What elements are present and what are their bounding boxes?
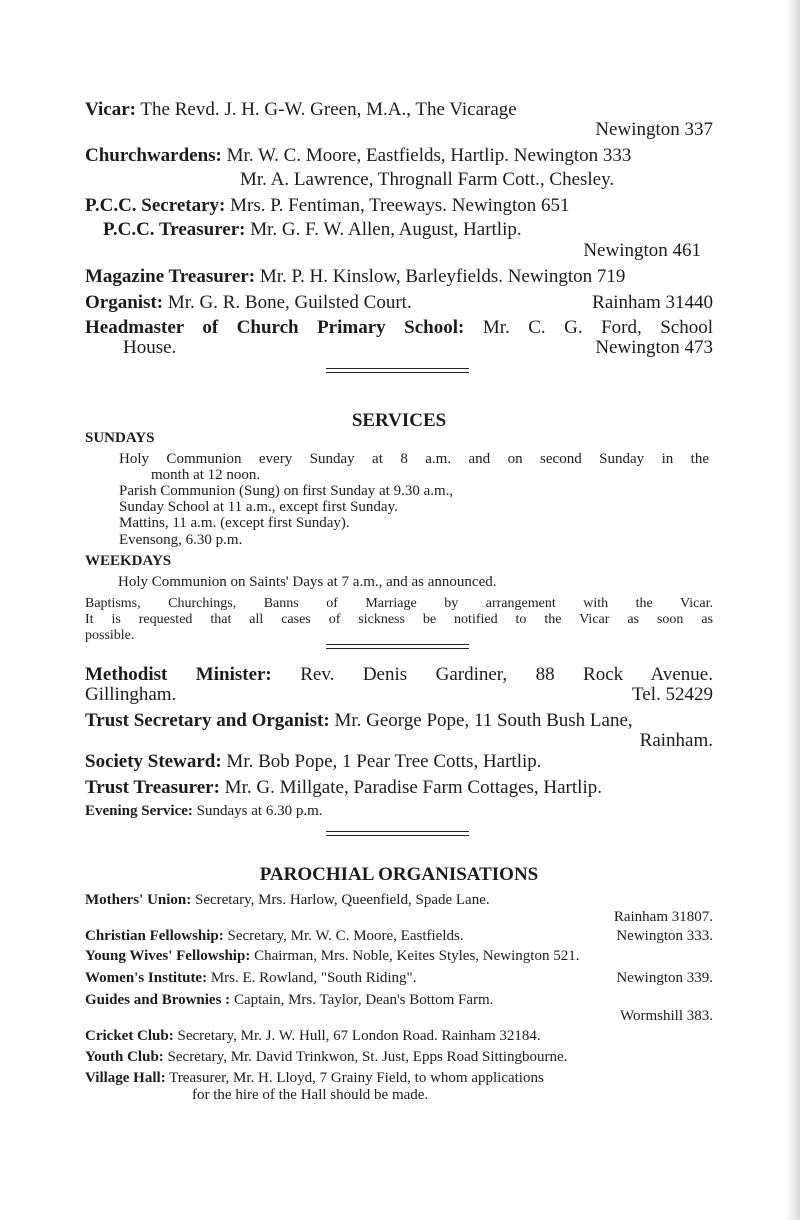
note-line-1 — [85, 597, 713, 611]
cricket-club-line — [85, 1029, 713, 1044]
methodist-minister-phone: Tel. 52429 — [632, 684, 713, 705]
pcc-treasurer-line — [103, 220, 713, 239]
methodist-minister-text: Rev. Denis Gardiner, 88 Rock Avenue. — [300, 664, 713, 685]
churchwardens-text: Mr. W. C. Moore, Eastfields, Hartlip. Newington 333 — [226, 145, 632, 166]
young-wives-text: Chairman, Mrs. Noble, Keites Styles, Newington 521. — [254, 948, 580, 964]
methodist-minister-text-2: Gillingham. — [85, 684, 177, 705]
trust-secretary-label: Trust Secretary and Organist: — [85, 710, 330, 731]
magazine-text: Mr. P. H. Kinslow, Barleyfields. Newington 719 — [259, 266, 626, 287]
youth-club-label: Youth Club: — [85, 1049, 164, 1065]
trust-treasurer-label: Trust Treasurer: — [85, 777, 220, 798]
trust-secretary-line — [85, 711, 713, 730]
weekdays-label-line — [85, 554, 713, 569]
organist-label: Organist: — [85, 292, 164, 313]
services-heading: SERVICES — [351, 410, 447, 431]
youth-club-text: Secretary, Mr. David Trinkwon, St. Just, Epps Road Sittingbourne. — [167, 1049, 568, 1065]
methodist-minister-line — [85, 665, 713, 684]
sundays-label: SUNDAYS — [85, 430, 155, 446]
mothers-union-text: Secretary, Mrs. Harlow, Queenfield, Spade Lane. — [195, 892, 490, 908]
pcc-secretary-label: P.C.C. Secretary: — [85, 195, 226, 216]
trust-treasurer-line — [85, 778, 713, 797]
pcc-treasurer-phone: Newington 461 — [583, 240, 701, 261]
trust-treasurer-text: Mr. G. Millgate, Paradise Farm Cottages, Hartlip. — [224, 777, 602, 798]
guides-label: Guides and Brownies : — [85, 992, 231, 1008]
society-steward-line — [85, 752, 713, 771]
christian-fellowship-line — [85, 929, 713, 944]
christian-fellowship-label: Christian Fellowship: — [85, 928, 224, 944]
churchwardens-line — [85, 146, 713, 165]
divider-rule-1 — [326, 368, 469, 373]
churchwardens-label: Churchwardens: — [85, 145, 222, 166]
trust-secretary-text-2: Rainham. — [639, 730, 713, 751]
pcc-secretary-line — [85, 196, 713, 215]
young-wives-label: Young Wives' Fellowship: — [85, 948, 251, 964]
womens-institute-text: Mrs. E. Rowland, "South Riding". — [210, 970, 417, 986]
cricket-club-text: Secretary, Mr. J. W. Hull, 67 London Road. Rainham 32184. — [177, 1028, 541, 1044]
page-edge-shadow — [786, 0, 800, 1220]
vicar-label: Vicar: — [85, 99, 136, 120]
note-line-3 — [85, 629, 713, 643]
guides-phone: Wormshill 383. — [620, 1008, 713, 1024]
note-line-2 — [85, 613, 713, 627]
sundays-label-line — [85, 431, 713, 446]
sunday-line-4 — [119, 516, 709, 531]
churchwardens-text-2: Mr. A. Lawrence, Thrognall Farm Cott., Chesley. — [240, 169, 615, 190]
village-hall-text-2: for the hire of the Hall should be made. — [192, 1087, 429, 1103]
weekday-text-1: Holy Communion on Saints' Days at 7 a.m., and as announced. — [118, 574, 497, 590]
young-wives-line — [85, 949, 713, 964]
village-hall-text: Treasurer, Mr. H. Lloyd, 7 Grainy Field, to whom applications — [169, 1070, 544, 1086]
sunday-line-1b — [151, 468, 711, 483]
evening-service-line — [85, 804, 713, 819]
sunday-text-4: Mattins, 11 a.m. (except first Sunday). — [119, 515, 350, 531]
organist-phone: Rainham 31440 — [592, 292, 713, 313]
sunday-line-2 — [119, 484, 709, 499]
organist-line — [85, 293, 713, 312]
note-text-2: It is requested that all cases of sickness be notified to the Vicar as soon as — [85, 612, 713, 627]
sunday-text-3: Sunday School at 11 a.m., except first Sunday. — [119, 499, 398, 515]
youth-club-line — [85, 1050, 713, 1065]
society-steward-text: Mr. Bob Pope, 1 Pear Tree Cotts, Hartlip. — [226, 751, 542, 772]
trust-secretary-text: Mr. George Pope, 11 South Bush Lane, — [334, 710, 633, 731]
organist-text: Mr. G. R. Bone, Guilsted Court. — [167, 292, 412, 313]
womens-institute-label: Women's Institute: — [85, 970, 208, 986]
guides-line — [85, 993, 713, 1008]
sunday-line-5 — [119, 533, 709, 548]
note-text-1: Baptisms, Churchings, Banns of Marriage by arrangement with the Vicar. — [85, 596, 713, 611]
note-text-3: possible. — [85, 628, 135, 643]
vicar-phone: Newington 337 — [595, 119, 713, 140]
mothers-union-phone: Rainham 31807. — [613, 909, 713, 925]
organisations-heading: PAROCHIAL ORGANISATIONS — [259, 864, 539, 885]
cricket-club-label: Cricket Club: — [85, 1028, 174, 1044]
methodist-minister-label: Methodist Minister: — [85, 664, 272, 685]
christian-fellowship-phone: Newington 333. — [616, 928, 713, 944]
headmaster-text-2: House. — [123, 337, 177, 358]
pcc-treasurer-label: P.C.C. Treasurer: — [103, 219, 246, 240]
womens-institute-line — [85, 971, 713, 986]
society-steward-label: Society Steward: — [85, 751, 222, 772]
magazine-label: Magazine Treasurer: — [85, 266, 256, 287]
divider-rule-2 — [326, 644, 469, 649]
guides-text: Captain, Mrs. Taylor, Dean's Bottom Farm. — [233, 992, 494, 1008]
mothers-union-line — [85, 893, 713, 908]
sunday-text-1b: month at 12 noon. — [151, 467, 261, 483]
sunday-text-1: Holy Communion every Sunday at 8 a.m. and on second Sunday in the — [119, 451, 709, 467]
weekday-line-1 — [118, 575, 710, 590]
divider-rule-3 — [326, 831, 469, 836]
sunday-text-5: Evensong, 6.30 p.m. — [119, 532, 243, 548]
weekdays-label: WEEKDAYS — [85, 553, 172, 569]
churchwardens-line2 — [240, 170, 713, 189]
sunday-text-2: Parish Communion (Sung) on first Sunday at 9.30 a.m., — [119, 483, 454, 499]
christian-fellowship-text: Secretary, Mr. W. C. Moore, Eastfields. — [227, 928, 464, 944]
sunday-line-3 — [119, 500, 709, 515]
village-hall-label: Village Hall: — [85, 1070, 166, 1086]
magazine-line — [85, 267, 713, 286]
pcc-secretary-text: Mrs. P. Fentiman, Treeways. Newington 651 — [230, 195, 570, 216]
womens-institute-phone: Newington 339. — [616, 970, 713, 986]
village-hall-line2 — [192, 1088, 712, 1103]
headmaster-line — [85, 318, 713, 337]
vicar-line — [85, 100, 713, 119]
vicar-text: The Revd. J. H. G-W. Green, M.A., The Vicarage — [140, 99, 517, 120]
headmaster-text: Mr. C. G. Ford, School — [482, 317, 714, 338]
headmaster-label: Headmaster of Church Primary School: — [85, 317, 465, 338]
methodist-minister-line2 — [85, 685, 713, 704]
sunday-line-1 — [119, 452, 709, 467]
evening-service-label: Evening Service: — [85, 803, 193, 819]
pcc-treasurer-text: Mr. G. F. W. Allen, August, Hartlip. — [250, 219, 522, 240]
village-hall-line — [85, 1071, 713, 1086]
mothers-union-label: Mothers' Union: — [85, 892, 192, 908]
headmaster-phone: Newington 473 — [595, 337, 713, 358]
evening-service-text: Sundays at 6.30 p.m. — [196, 803, 323, 819]
